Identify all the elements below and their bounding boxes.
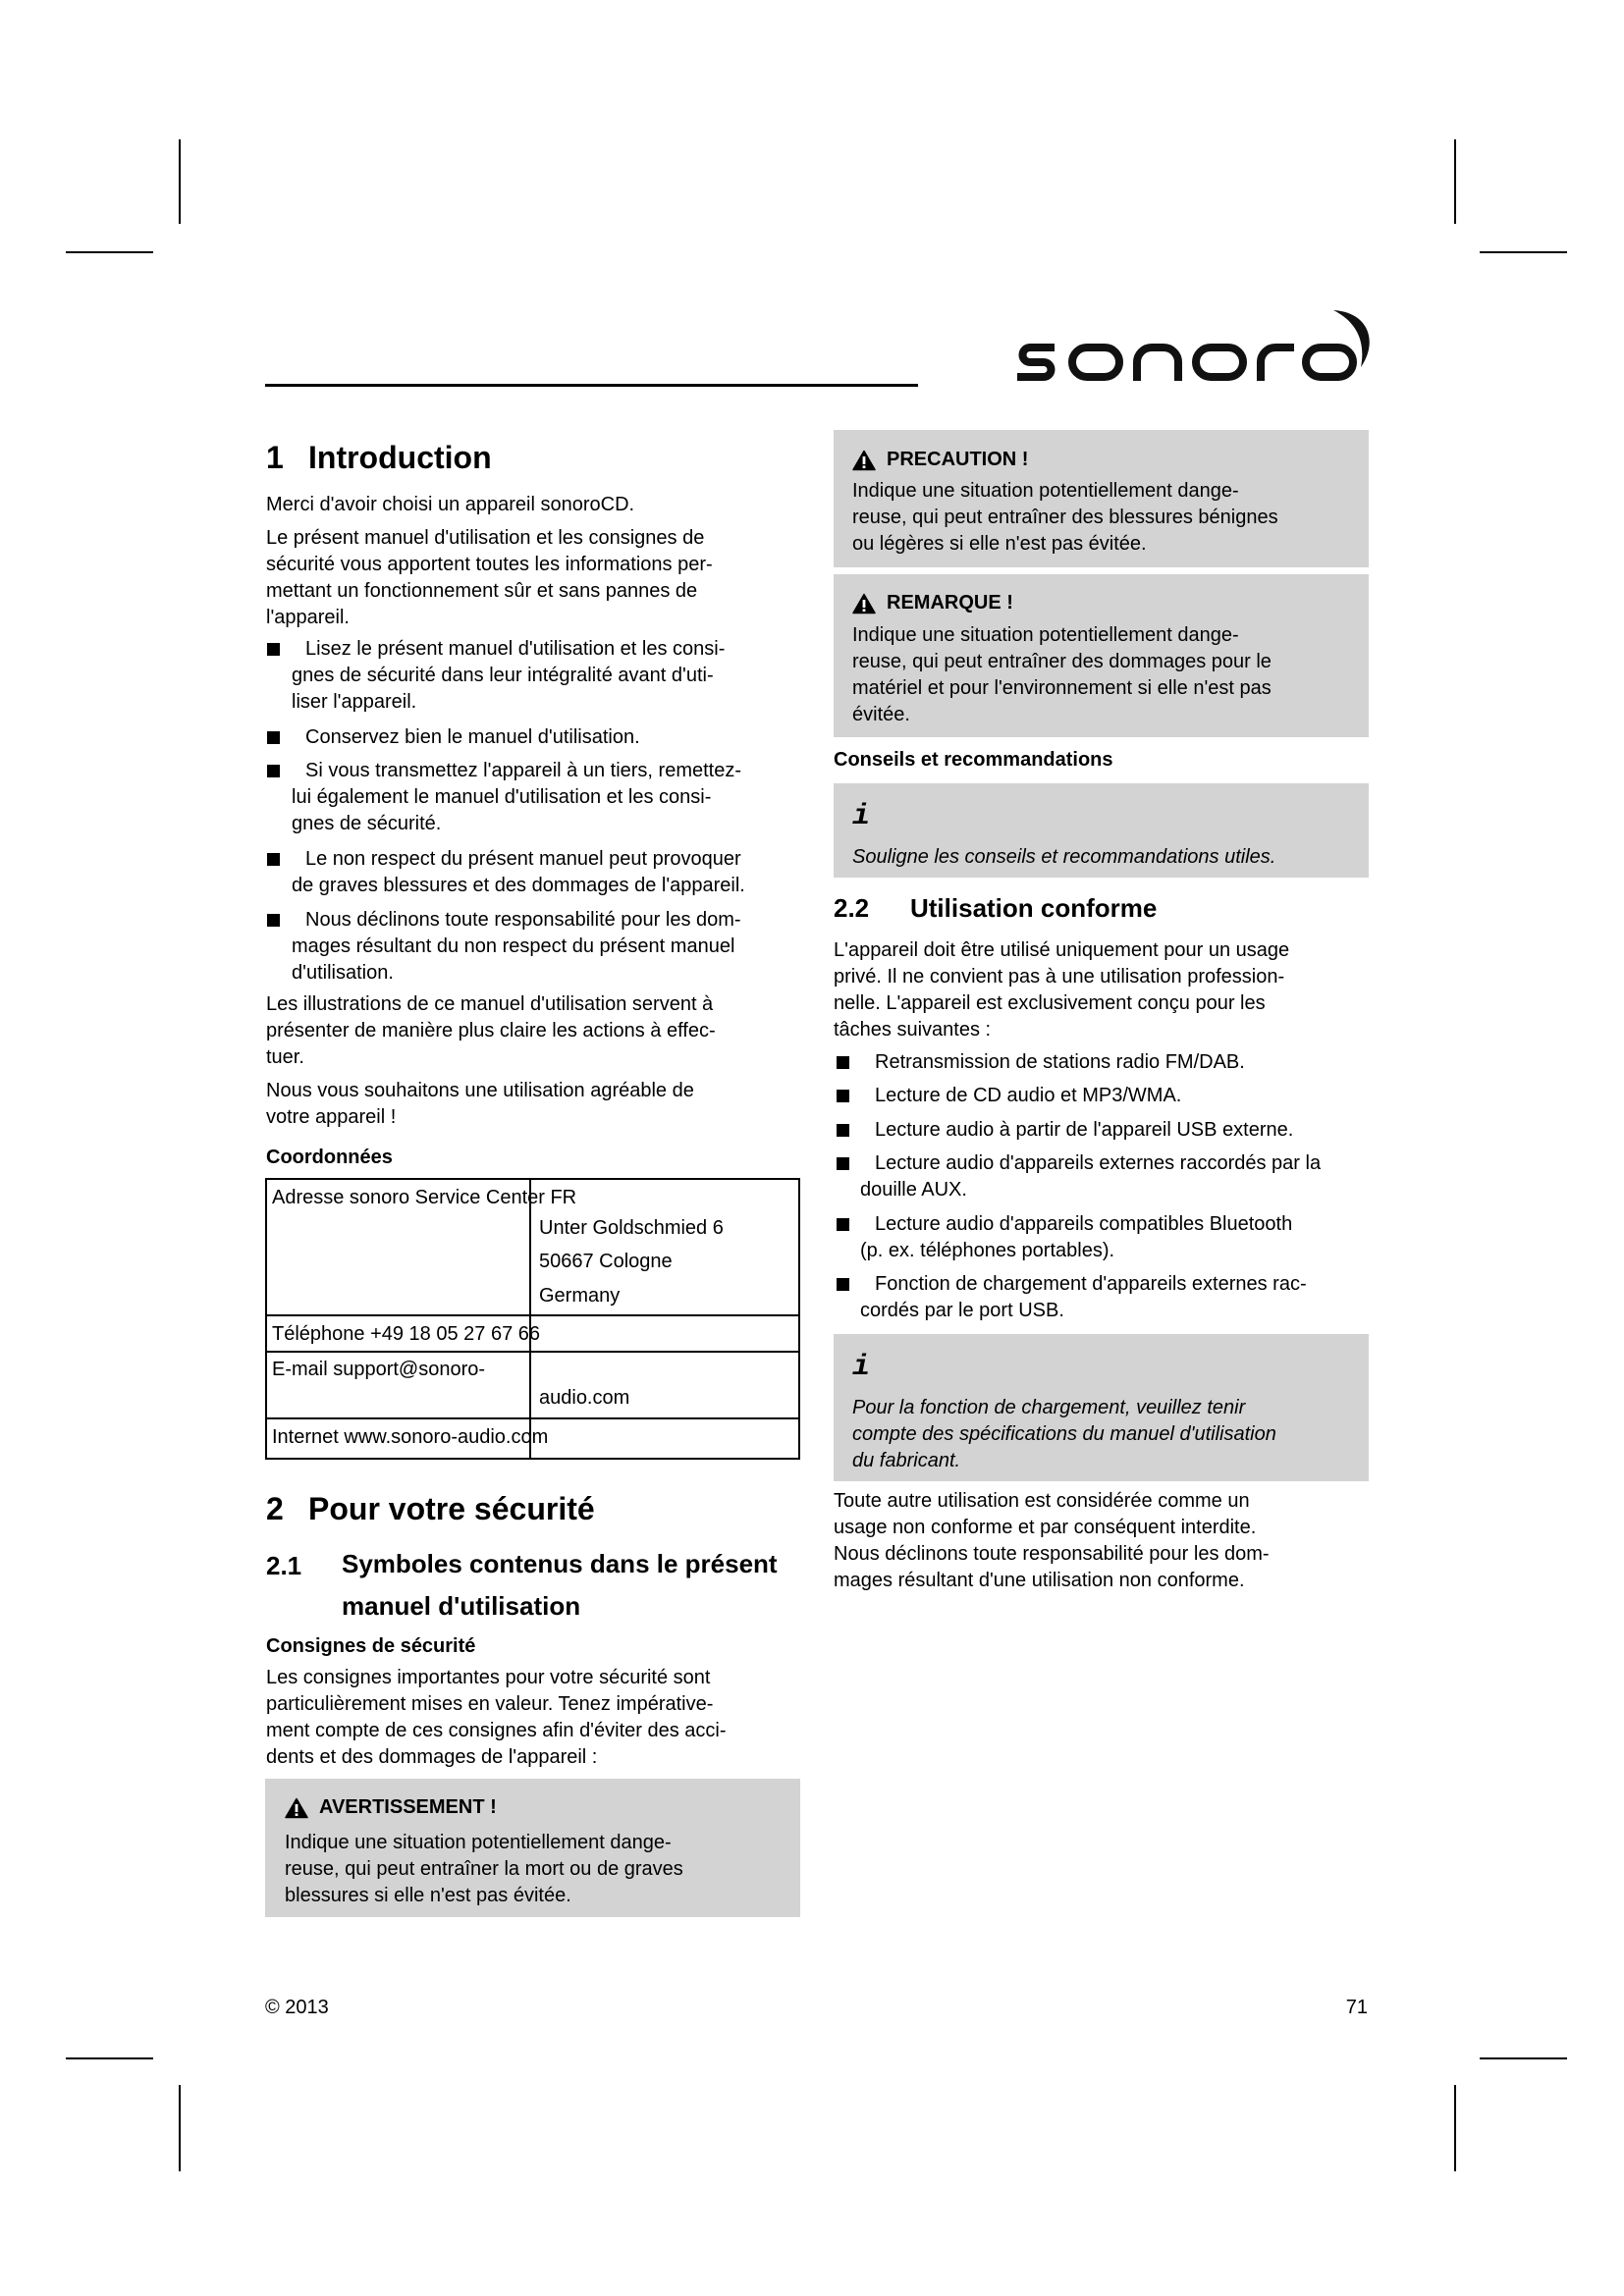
crop-mark-top-left-horizontal	[66, 251, 153, 253]
text-line: d'utilisation.	[292, 962, 394, 984]
table-row-rule	[265, 1314, 800, 1316]
section-number: 1	[266, 440, 284, 475]
usage-paragraph	[834, 937, 1289, 1043]
contact-internet: Internet www.sonoro-audio.com	[272, 1426, 549, 1448]
text-line: mages résultant d'une utilisation non conforme.	[834, 1570, 1245, 1591]
warning-triangle-icon	[852, 450, 876, 471]
text-line: Fonction de chargement d'appareils externes rac-	[875, 1273, 1307, 1295]
text-line: votre appareil !	[266, 1106, 397, 1128]
contact-phone: Téléphone +49 18 05 27 67 66	[272, 1323, 541, 1345]
wishes-paragraph	[266, 1078, 694, 1131]
remarque-box	[834, 574, 1369, 737]
text-line: reuse, qui peut entraîner la mort ou de graves	[285, 1858, 683, 1880]
consignes-heading	[266, 1633, 475, 1660]
warning-box-title	[285, 1794, 497, 1821]
heading-line: Symboles contenus dans le présent	[342, 1549, 778, 1578]
section-2-title: Pour votre sécurité	[308, 1491, 595, 1526]
contact-address-line: Unter Goldschmied 6	[539, 1217, 724, 1239]
box-title-text: AVERTISSEMENT !	[319, 1796, 497, 1818]
text-line: Nous vous souhaitons une utilisation agréable de	[266, 1080, 694, 1101]
logo-letter-n	[1137, 347, 1178, 381]
footer-page-number	[1346, 1995, 1368, 2021]
section-1-title: Introduction	[308, 440, 492, 475]
section-2-2-number: 2.2	[834, 893, 870, 923]
square-bullet-icon	[837, 1056, 849, 1069]
section-2-number: 2	[266, 1491, 284, 1526]
charging-note-text	[852, 1395, 1276, 1474]
tips-box-text	[852, 844, 1275, 871]
text-line: usage non conforme et par conséquent interdite.	[834, 1517, 1257, 1538]
crop-mark-bottom-left-horizontal	[66, 2057, 153, 2059]
remarque-box-title	[852, 590, 1013, 616]
text-line: Si vous transmettez l'appareil à un tiers, remettez-	[305, 760, 742, 781]
text-line: Les consignes importantes pour votre sécurité sont	[266, 1667, 711, 1688]
text-line: gnes de sécurité dans leur intégralité avant d'uti-	[292, 665, 714, 686]
contact-address-line: 50667 Cologne	[539, 1251, 673, 1272]
text-line: Lecture de CD audio et MP3/WMA.	[875, 1085, 1182, 1106]
square-bullet-icon	[267, 643, 280, 656]
text-line: reuse, qui peut entraîner des blessures bénignes	[852, 507, 1278, 528]
copyright-text: © 2013	[265, 1997, 329, 2018]
illustrations-paragraph	[266, 991, 716, 1071]
crop-mark-bottom-left-vertical	[179, 2085, 181, 2171]
contact-email-continued: audio.com	[539, 1387, 630, 1409]
subheading: Conseils et recommandations	[834, 749, 1113, 771]
section-2-2-title: Utilisation conforme	[910, 893, 1158, 923]
text-line: dents et des dommages de l'appareil :	[266, 1746, 598, 1768]
logo-letter-o	[1306, 347, 1353, 377]
page-number: 71	[1345, 1997, 1368, 2018]
text-line: tuer.	[266, 1046, 304, 1068]
charging-note-box	[834, 1334, 1369, 1481]
crop-mark-top-right-horizontal	[1480, 251, 1567, 253]
intro-paragraph	[266, 525, 713, 631]
text-line: liser l'appareil.	[292, 691, 417, 713]
text-line: Souligne les conseils et recommandations utiles.	[852, 846, 1276, 868]
text-line: douille AUX.	[860, 1179, 967, 1201]
remarque-box-text	[852, 622, 1272, 728]
closing-paragraph	[834, 1488, 1270, 1594]
table-column-rule	[529, 1178, 531, 1460]
text-line: L'appareil doit être utilisé uniquement pour un usage	[834, 939, 1290, 961]
info-icon: i	[852, 1351, 871, 1384]
table-row-rule	[265, 1417, 800, 1419]
crop-mark-top-left-vertical	[179, 139, 181, 224]
contact-heading	[266, 1145, 393, 1171]
text-line: matériel et pour l'environnement si elle n'est pas	[852, 677, 1272, 699]
precaution-box-title	[852, 447, 1028, 473]
intro-thanks	[266, 492, 634, 518]
text-line: du fabricant.	[852, 1450, 961, 1471]
text-line: particulièrement mises en valeur. Tenez impérative-	[266, 1693, 714, 1715]
section-2-1-title	[342, 1543, 778, 1628]
text-line: Lecture audio à partir de l'appareil USB externe.	[875, 1119, 1294, 1141]
text-line: nelle. L'appareil est exclusivement conçu pour les	[834, 992, 1266, 1014]
text-line: Lecture audio d'appareils externes raccordés par la	[875, 1152, 1322, 1174]
text-line: blessures si elle n'est pas évitée.	[285, 1885, 571, 1906]
heading-line: manuel d'utilisation	[342, 1591, 581, 1621]
text-line: Lecture audio d'appareils compatibles Bluetooth	[875, 1213, 1293, 1235]
text-line: Le non respect du présent manuel peut provoquer	[305, 848, 741, 870]
text-line: mages résultant du non respect du présent manuel	[292, 935, 735, 957]
contact-address-line: Germany	[539, 1285, 621, 1307]
section-2-1-number: 2.1	[266, 1551, 302, 1580]
text-line: privé. Il ne convient pas à une utilisation profession-	[834, 966, 1285, 988]
subheading: Coordonnées	[266, 1147, 393, 1168]
text-line: présenter de manière plus claire les actions à effec-	[266, 1020, 716, 1041]
crop-mark-top-right-vertical	[1454, 139, 1456, 224]
text-line: Nous déclinons toute responsabilité pour les dom-	[305, 909, 741, 931]
text-line: Merci d'avoir choisi un appareil sonoroCD.	[266, 494, 635, 515]
text-line: compte des spécifications du manuel d'utilisation	[852, 1423, 1276, 1445]
warning-box-text	[285, 1830, 683, 1909]
text-line: reuse, qui peut entraîner des dommages pour le	[852, 651, 1272, 672]
contact-email: E-mail support@sonoro-	[272, 1359, 486, 1380]
text-line: cordés par le port USB.	[860, 1300, 1064, 1321]
warning-triangle-icon	[285, 1797, 308, 1819]
section-1-heading	[266, 436, 284, 479]
table-row-rule	[265, 1351, 800, 1353]
text-line: Indique une situation potentiellement dange-	[285, 1832, 672, 1853]
logo-letter-r	[1261, 347, 1294, 381]
warning-triangle-icon	[852, 593, 876, 614]
logo-letter-o	[1196, 347, 1243, 377]
tips-heading	[834, 747, 1113, 774]
square-bullet-icon	[837, 1218, 849, 1231]
square-bullet-icon	[837, 1278, 849, 1291]
contact-table	[265, 1178, 800, 1460]
sonoro-logo	[1011, 306, 1377, 385]
text-line: lui également le manuel d'utilisation et les consi-	[292, 786, 712, 808]
text-line: mettant un fonctionnement sûr et sans pannes de	[266, 580, 698, 602]
footer-copyright	[265, 1995, 329, 2021]
square-bullet-icon	[837, 1124, 849, 1137]
subheading: Consignes de sécurité	[266, 1635, 476, 1657]
crop-mark-bottom-right-horizontal	[1480, 2057, 1567, 2059]
logo-letter-s	[1017, 347, 1055, 377]
text-line: Indique une situation potentiellement dange-	[852, 624, 1239, 646]
square-bullet-icon	[837, 1090, 849, 1102]
text-line: tâches suivantes :	[834, 1019, 992, 1041]
text-line: Le présent manuel d'utilisation et les consignes de	[266, 527, 705, 549]
text-line: Retransmission de stations radio FM/DAB.	[875, 1051, 1245, 1073]
precaution-box-text	[852, 478, 1278, 558]
text-line: ment compte de ces consignes afin d'éviter des acci-	[266, 1720, 727, 1741]
precaution-box	[834, 430, 1369, 567]
text-line: gnes de sécurité.	[292, 813, 442, 834]
square-bullet-icon	[267, 731, 280, 744]
text-line: sécurité vous apportent toutes les informations per-	[266, 554, 713, 575]
box-title-text: PRECAUTION !	[887, 449, 1029, 470]
text-line: (p. ex. téléphones portables).	[860, 1240, 1115, 1261]
contact-address: Adresse sonoro Service Center FR	[272, 1187, 577, 1208]
consignes-paragraph	[266, 1665, 727, 1771]
square-bullet-icon	[267, 765, 280, 777]
text-line: Toute autre utilisation est considérée comme un	[834, 1490, 1250, 1512]
info-icon: i	[852, 800, 871, 833]
square-bullet-icon	[267, 914, 280, 927]
text-line: Les illustrations de ce manuel d'utilisation servent à	[266, 993, 714, 1015]
text-line: Indique une situation potentiellement dange-	[852, 480, 1239, 502]
square-bullet-icon	[837, 1157, 849, 1170]
warning-box	[265, 1779, 800, 1917]
crop-mark-bottom-right-vertical	[1454, 2085, 1456, 2171]
text-line: Lisez le présent manuel d'utilisation et les consi-	[305, 638, 726, 660]
header-rule	[265, 384, 918, 387]
tips-box	[834, 783, 1369, 878]
logo-letter-o	[1072, 347, 1119, 377]
text-line: Pour la fonction de chargement, veuillez tenir	[852, 1397, 1246, 1418]
text-line: de graves blessures et des dommages de l'appareil.	[292, 875, 745, 896]
text-line: l'appareil.	[266, 607, 350, 628]
text-line: Conservez bien le manuel d'utilisation.	[305, 726, 640, 748]
text-line: évitée.	[852, 704, 910, 725]
text-line: Nous déclinons toute responsabilité pour les dom-	[834, 1543, 1270, 1565]
text-line: ou légères si elle n'est pas évitée.	[852, 533, 1147, 555]
square-bullet-icon	[267, 853, 280, 866]
box-title-text: REMARQUE !	[887, 592, 1013, 614]
